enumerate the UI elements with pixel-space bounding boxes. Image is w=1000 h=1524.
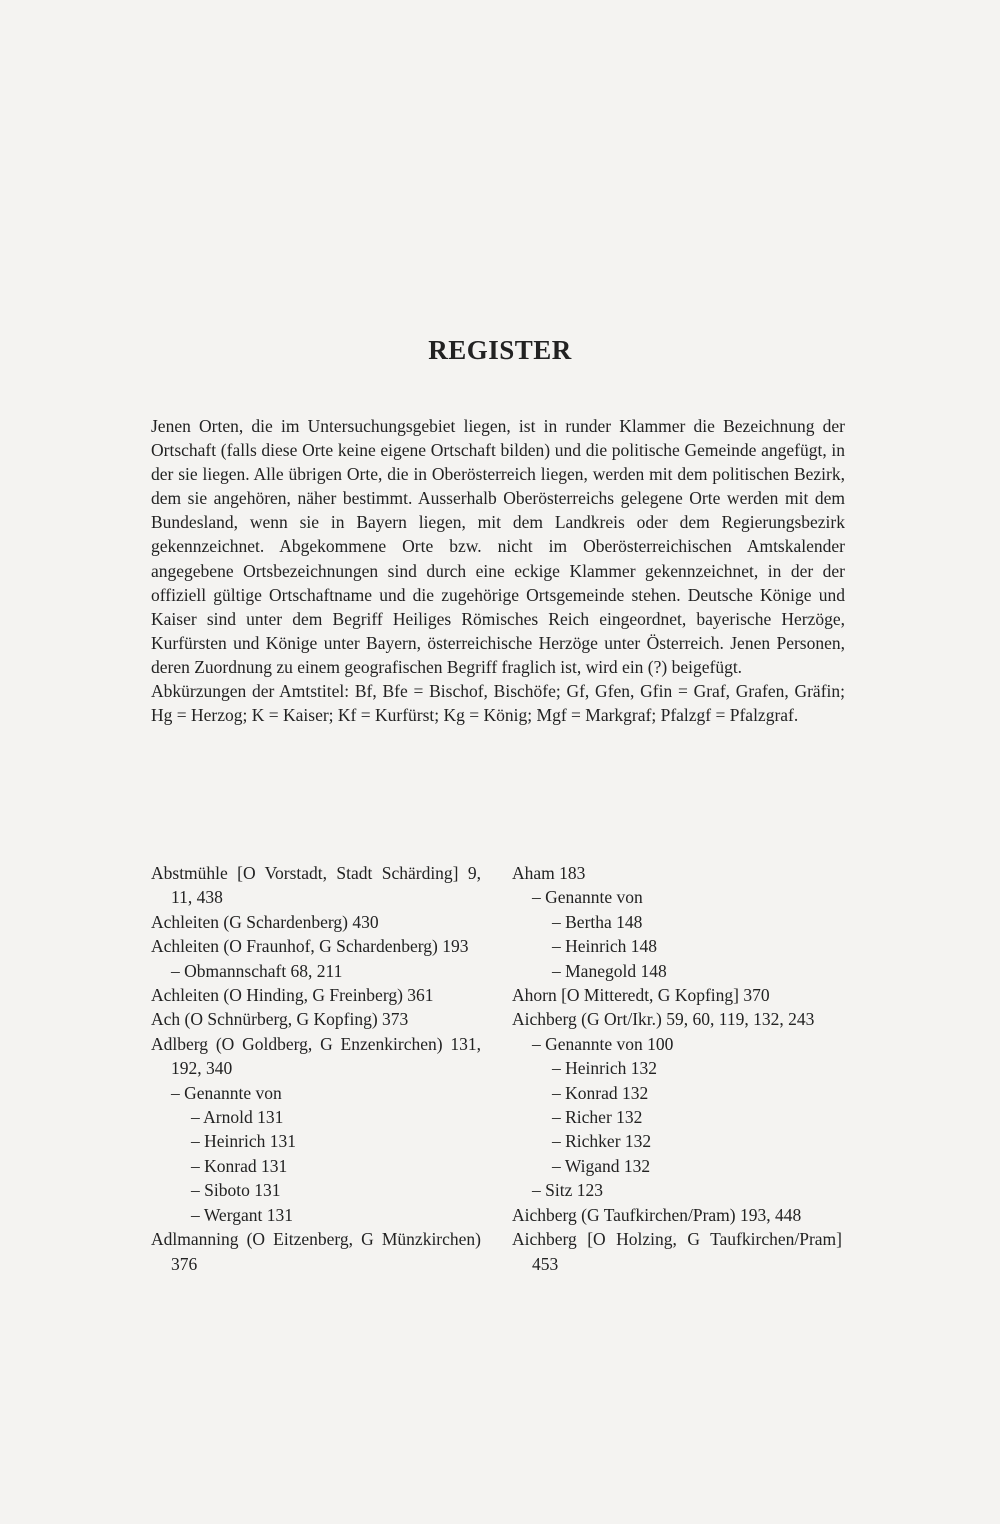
index-subentry: – Genannte von xyxy=(512,885,842,909)
index-subsubentry: – Bertha 148 xyxy=(512,910,842,934)
page-title: REGISTER xyxy=(428,335,572,365)
index-subentry: – Obmannschaft 68, 211 xyxy=(151,959,481,983)
index-subsubentry: – Heinrich 148 xyxy=(512,934,842,958)
index-subsubentry: – Wigand 132 xyxy=(512,1154,842,1178)
index-entry: Aham 183 xyxy=(512,863,586,883)
index-subsubentry: – Konrad 132 xyxy=(512,1081,842,1105)
index-entry: Ach (O Schnürberg, G Kopfing) 373 xyxy=(151,1009,409,1030)
index-entry: Achleiten (G Schardenberg) 430 xyxy=(151,911,379,932)
index-entry: Aichberg [O Holzing, G Taufkirchen/Pram] 453 xyxy=(512,1229,842,1274)
index-entry: Aichberg (G Ort/Ikr.) 59, 60, 119, 132, 243 xyxy=(512,1009,815,1030)
index-column-left xyxy=(151,861,481,1276)
index-subentry: – Genannte von 100 xyxy=(512,1032,842,1056)
index-subentry: – Sitz 123 xyxy=(512,1178,842,1202)
index-subsubentry: – Heinrich 132 xyxy=(512,1056,842,1080)
index-subsubentry: – Manegold 148 xyxy=(512,959,842,983)
index-subsubentry: – Heinrich 131 xyxy=(151,1129,481,1153)
index-entry: Ahorn [O Mitteredt, G Kopfing] 370 xyxy=(512,985,770,1006)
index-entry: Abstmühle [O Vorstadt, Stadt Schärding] 9, 11, 438 xyxy=(151,863,481,908)
index-entry: Aichberg (G Taufkirchen/Pram) 193, 448 xyxy=(512,1204,802,1225)
index-subsubentry: – Wergant 131 xyxy=(151,1203,481,1227)
index-subsubentry: – Richer 132 xyxy=(512,1105,842,1129)
index-entry: Adlberg (O Goldberg, G Enzenkirchen) 131, 192, 340 xyxy=(151,1033,481,1079)
index-subsubentry: – Siboto 131 xyxy=(151,1178,481,1202)
intro-paragraph: Jenen Orten, die im Untersuchungsgebiet liegen, ist in runder Klammer die Bezeichnung der Ortschaft (falls diese Orte keine eigene Ortschaft bilden) und die politische Gemeinde angefügt, in der sie liegen. Alle übrigen Orte, die in Oberösterreich liegen, werden mit dem politischen Bezirk, dem sie angehören, näher bestimmt. Ausserhalb Oberösterreichs gelegene Orte werden mit dem Bundesland, wenn sie in Bayern liegen, mit dem Landkreis oder dem Regierungsbezirk gekennzeichnet. Abgekommene Orte bzw. nicht im Oberösterreichischen Amtskalender angegebene Ortsbezeichnungen sind durch eine eckige Klammer gekennzeichnet, in der der offiziell gültige Ortschaftname und die zugehörige Ortsgemeinde stehen. Deutsche Könige und Kaiser sind unter dem Begriff Heiliges Römisches Reich eingeordnet, bayerische Herzöge, Kurfürsten und Könige unter Bayern, österreichische Herzöge unter Österreich. Jenen Personen, deren Zuordnung zu einem geografischen Begriff fraglich ist, wird ein (?) beigefügt. xyxy=(151,416,845,677)
index-subsubentry: – Arnold 131 xyxy=(151,1105,481,1129)
register-introduction xyxy=(151,414,845,727)
index-subsubentry: – Richker 132 xyxy=(512,1129,842,1153)
index-subentry: – Genannte von xyxy=(151,1081,481,1105)
index-entry: Adlmanning (O Eitzenberg, G Münzkirchen) 376 xyxy=(151,1229,481,1274)
abbreviations-paragraph: Abkürzungen der Amtstitel: Bf, Bfe = Bischof, Bischöfe; Gf, Gfen, Gfin = Graf, Grafen, Gräfin; Hg = Herzog; K = Kaiser; Kf = Kurfürst; Kg = König; Mgf = Markgraf; Pfalzgf = Pfalzgraf. xyxy=(151,681,845,726)
index-entry: Achleiten (O Fraunhof, G Schardenberg) 193 xyxy=(151,936,469,957)
index-column-right xyxy=(512,861,842,1276)
index-subsubentry: – Konrad 131 xyxy=(151,1154,481,1178)
index-entry: Achleiten (O Hinding, G Freinberg) 361 xyxy=(151,985,434,1006)
